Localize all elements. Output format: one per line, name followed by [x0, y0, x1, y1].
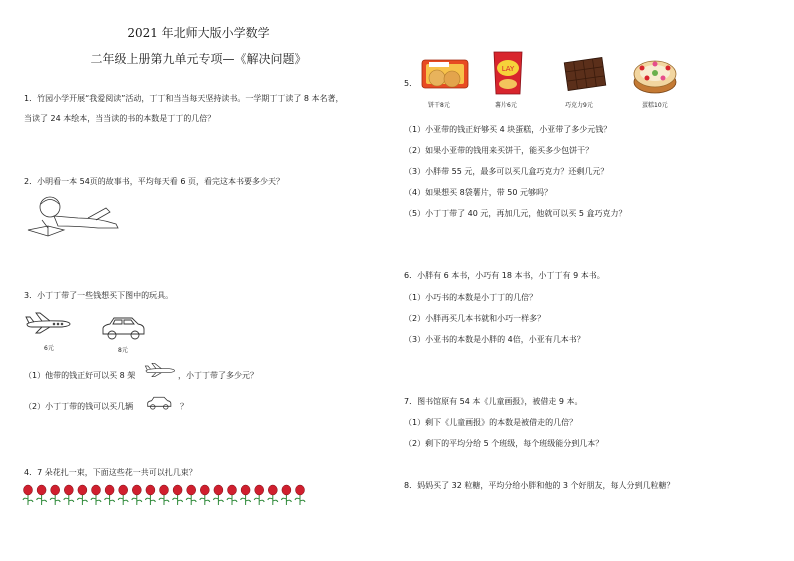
page-title-line1: 2021 年北师大版小学数学 — [127, 26, 270, 40]
item-label-cake: 蛋糕10元 — [642, 102, 668, 109]
flower-icon — [105, 485, 115, 505]
question-5-sub1: （1）小亚带的钱正好够买 4 块蛋糕，小亚带了多少元钱？ — [404, 125, 612, 134]
item-label-biscuit: 饼干8元 — [428, 102, 450, 109]
biscuit-icon — [420, 56, 472, 96]
question-8: 8．妈妈买了 32 粒糖，平均分给小胖和他的 3 个好朋友，每人分到几粒糖？ — [404, 481, 675, 490]
question-5-sub4: （4）如果想买 8袋薯片，带 50 元够吗？ — [404, 188, 552, 197]
airplane-small-icon — [144, 362, 176, 378]
airplane-icon — [24, 312, 72, 334]
flower-icon — [173, 485, 183, 505]
question-4: 4．7 朵花扎一束，下面这些花一共可以扎几束？ — [24, 468, 197, 477]
question-2: 2．小明看一本 54页的故事书，平均每天看 6 页，看完这本书要多少天？ — [24, 177, 284, 186]
question-6-sub3: （3）小亚书的本数是小胖的 4倍，小亚有几本书？ — [404, 335, 585, 344]
flower-icon — [64, 485, 74, 505]
question-7-sub2: （2）剩下的平均分给 5 个班级，每个班级能分到几本？ — [404, 439, 604, 448]
cake-icon — [632, 52, 678, 96]
svg-text:LAY: LAY — [501, 65, 515, 73]
question-7-sub1: （1）剩下《儿童画报》的本数是被借走的几倍？ — [404, 418, 578, 427]
question-3-sub1-part2: ，小丁丁带了多少元？ — [178, 371, 258, 380]
question-7: 7．图书馆原有 54 本《儿童画报》，被借走 9 本。 — [404, 397, 583, 406]
question-5-sub3: （3）小胖带 55 元，最多可以买几盒巧克力？还剩几元？ — [404, 167, 609, 176]
chips-icon — [490, 50, 526, 96]
question-5-sub5: （5）小丁丁带了 40 元，再加几元，他就可以买 5 盒巧克力？ — [404, 209, 627, 218]
question-6-sub2: （2）小胖再买几本书就和小巧一样多？ — [404, 314, 546, 323]
flower-icon — [50, 485, 60, 505]
child-reading-icon — [28, 196, 124, 240]
question-1-line1: 1．竹园小学开展“我爱阅读”活动，丁丁和当当每天坚持读书。一学期丁丁读了 8 本名著， — [24, 94, 344, 103]
chocolate-icon — [562, 56, 608, 92]
page-title-line2: 二年级上册第九单元专项—《解决问题》 — [90, 52, 307, 66]
item-label-chips: 薯片6元 — [495, 102, 517, 109]
flower-icon — [227, 485, 237, 505]
flower-icon — [118, 485, 128, 505]
question-5-number: 5． — [404, 79, 418, 88]
plane-price: 6元 — [44, 345, 54, 352]
flower-icon — [200, 485, 210, 505]
toy-car-small-icon — [146, 396, 172, 411]
item-label-chocolate: 巧克力9元 — [565, 102, 593, 109]
question-6: 6．小胖有 6 本书，小巧有 18 本书，小丁丁有 9 本书。 — [404, 271, 605, 280]
flower-icon — [37, 485, 47, 505]
question-3: 3．小丁丁带了一些钱想买下图中的玩具。 — [24, 291, 174, 300]
question-6-sub1: （1）小巧书的本数是小丁丁的几倍？ — [404, 293, 538, 302]
flowers-svg — [22, 484, 312, 506]
question-1-line2: 当读了 24 本绘本，当当读的书的本数是丁丁的几倍？ — [24, 114, 216, 123]
flower-icon — [132, 485, 142, 505]
flower-icon — [145, 485, 155, 505]
question-3-sub2-part1: （2）小丁丁带的钱可以买几辆 — [24, 402, 134, 411]
question-3-sub1-part1: （1）他带的钱正好可以买 8 架 — [24, 371, 136, 380]
flower-icon — [268, 485, 278, 505]
flower-row — [22, 484, 312, 506]
flower-icon — [77, 485, 87, 505]
flower-icon — [281, 485, 291, 505]
flower-icon — [254, 485, 264, 505]
car-price: 8元 — [118, 347, 128, 354]
flower-icon — [295, 485, 305, 505]
toy-car-icon — [100, 316, 146, 342]
flower-icon — [241, 485, 251, 505]
question-5-sub2: （2）如果小亚带的钱用来买饼干，能买多少包饼干？ — [404, 146, 594, 155]
flower-icon — [213, 485, 223, 505]
flower-icon — [23, 485, 33, 505]
flower-icon — [159, 485, 169, 505]
flower-icon — [91, 485, 101, 505]
flower-icon — [186, 485, 196, 505]
question-3-sub2-part2: ？ — [180, 402, 188, 411]
